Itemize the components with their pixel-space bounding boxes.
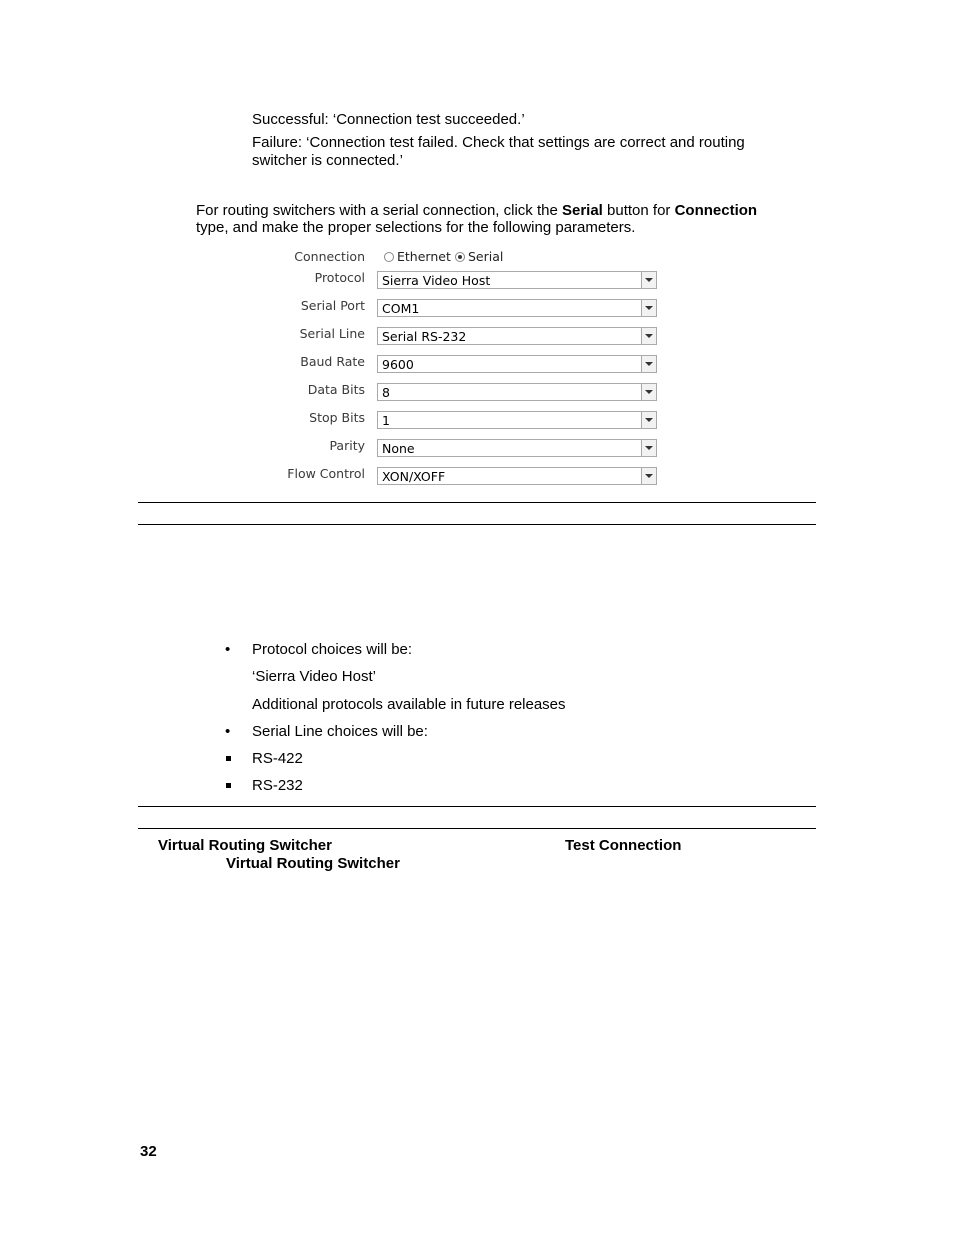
protocol-choice-future: Additional protocols available in future releases (252, 696, 566, 713)
ethernet-radio[interactable] (384, 252, 394, 262)
parity-label: Parity (329, 438, 365, 453)
intro-text-b: button for (602, 202, 675, 219)
data-bits-value: 8 (382, 385, 390, 400)
protocol-value: Sierra Video Host (382, 273, 491, 288)
intro-line2: type, and make the proper selections for the following parameters. (196, 219, 636, 236)
data-bits-select[interactable] (377, 383, 657, 401)
flow-control-select[interactable] (377, 467, 657, 485)
divider (138, 502, 816, 503)
square-bullet-icon (226, 756, 231, 761)
serial-port-value: COM1 (382, 301, 420, 316)
failure-message-line2: switcher is connected.’ (252, 152, 403, 169)
chevron-down-icon[interactable] (641, 356, 656, 372)
bullet-icon: • (225, 641, 231, 658)
failure-message-line1: Failure: ‘Connection test failed. Check that settings are correct and routing (252, 134, 745, 151)
intro-line1 (196, 202, 757, 220)
divider (138, 806, 816, 807)
stop-bits-select[interactable] (377, 411, 657, 429)
success-message: Successful: ‘Connection test succeeded.’ (252, 111, 525, 128)
serial-line-choice-rs422: RS-422 (252, 750, 303, 767)
data-bits-label: Data Bits (307, 382, 365, 397)
intro-text-a: For routing switchers with a serial connection, click the (196, 202, 562, 219)
protocol-choices-text: Protocol choices will be: (252, 641, 413, 658)
intro-serial-bold: Serial (561, 202, 603, 219)
baud-rate-label: Baud Rate (300, 354, 365, 369)
chevron-down-icon[interactable] (641, 384, 656, 400)
protocol-choice-sierra: ‘Sierra Video Host’ (252, 668, 376, 685)
serial-line-choices-text: Serial Line choices will be: (252, 723, 428, 740)
chevron-down-icon[interactable] (641, 272, 656, 288)
serial-radio[interactable] (455, 252, 465, 262)
protocol-select[interactable] (377, 271, 657, 289)
serial-radio-label[interactable]: Serial (468, 249, 504, 264)
chevron-down-icon[interactable] (641, 300, 656, 316)
connection-label: Connection (294, 249, 365, 264)
protocol-label: Protocol (314, 270, 365, 285)
chevron-down-icon[interactable] (641, 468, 656, 484)
stop-bits-value: 1 (382, 413, 390, 428)
test-connection-heading: Test Connection (565, 837, 682, 854)
serial-line-label: Serial Line (299, 326, 365, 341)
parity-select[interactable] (377, 439, 657, 457)
square-bullet-icon (226, 783, 231, 788)
parity-value: None (382, 441, 415, 456)
divider (138, 828, 816, 829)
serial-port-label: Serial Port (300, 298, 365, 313)
serial-line-value: Serial RS-232 (382, 329, 467, 344)
ethernet-radio-label[interactable]: Ethernet (397, 249, 451, 264)
baud-rate-value: 9600 (382, 357, 414, 372)
serial-port-select[interactable] (377, 299, 657, 317)
virtual-routing-switcher-heading: Virtual Routing Switcher (158, 837, 332, 854)
bullet-icon: • (225, 723, 231, 740)
stop-bits-label: Stop Bits (309, 410, 365, 425)
flow-control-value: XON/XOFF (382, 469, 446, 484)
serial-line-select[interactable] (377, 327, 657, 345)
virtual-routing-switcher-subheading: Virtual Routing Switcher (226, 855, 400, 872)
chevron-down-icon[interactable] (641, 328, 656, 344)
flow-control-label: Flow Control (287, 466, 365, 481)
baud-rate-select[interactable] (377, 355, 657, 373)
chevron-down-icon[interactable] (641, 440, 656, 456)
divider (138, 524, 816, 525)
serial-line-choice-rs232: RS-232 (252, 777, 303, 794)
chevron-down-icon[interactable] (641, 412, 656, 428)
intro-connection-bold: Connection (674, 202, 758, 219)
page-number: 32 (140, 1143, 157, 1160)
